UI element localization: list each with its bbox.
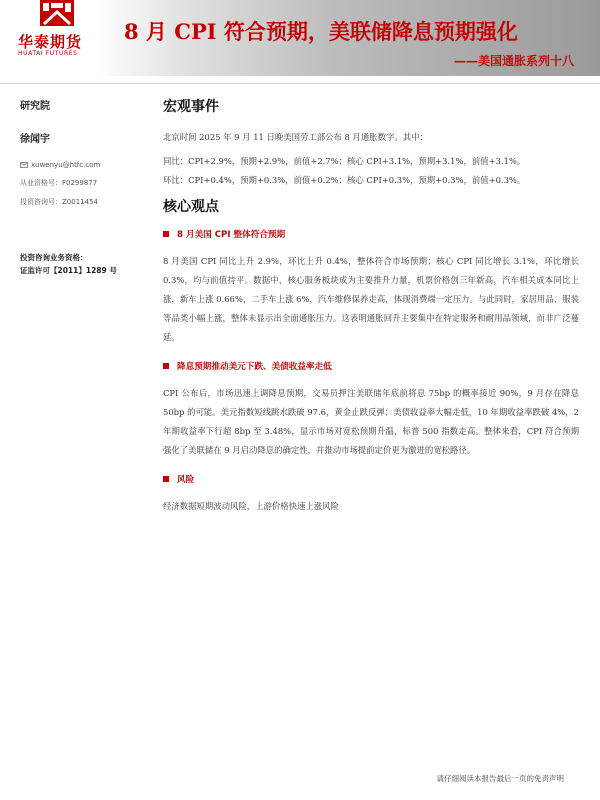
main-content xyxy=(163,96,579,516)
report-subtitle: ——美国通胀系列十八 xyxy=(453,54,574,68)
paragraph-rates: CPI 公布后，市场迅速上调降息预期，交易员押注美联储年底前将息 75bp 的概率接近 90%，9 月存在降息 50bp 的可能。美元指数短线跳水跌破 97.6，黄金止跌反弹；美债收益率大幅走低，10 年期收益率跌破 4%，2 年期收益率下行超 8bp 至 3.48%，显示市场对宽松预期升温，标普 500 指数走高。整体来看，CPI 符合预期强化了美联储在 9 月启动降息的确定性，并推动市场提前定价更为激进的宽松路径。 xyxy=(163,388,579,455)
report-header xyxy=(0,0,600,76)
license-line-2: 证监许可【2011】1289 号 xyxy=(20,266,117,275)
paragraph-risk: 经济数据短期波动风险，上游价格快速上涨风险 xyxy=(163,501,339,511)
analyst-name: 徐闻宇 xyxy=(20,134,50,145)
paragraph-cpi: 8 月美国 CPI 同比上升 2.9%，环比上升 0.4%，整体符合市场预期；核心 CPI 同比增长 3.1%，环比增长 0.3%，均与前值持平。数据中，核心服务板块成为主要推升力量，机票价格创三年新高，汽车相关成本同比上涨，新车上涨 0.66%，二手车上涨 6%，汽车维修保养走高，体现消费端一定压力。与此同时，家居用品、服装等品类小幅上涨，整体未显示出全面通胀压力。这表明通胀回升主要集中在特定服务和耐用品领域，而非广泛蔓延。 xyxy=(163,256,579,342)
disclaimer-note: 请仔细阅读本报告最后一页的免责声明 xyxy=(436,774,564,783)
mail-icon xyxy=(20,162,28,168)
subheading-rates-text: 降息预期推动美元下跌、美债收益率走低 xyxy=(177,362,332,372)
macro-intro: 北京时间 2025 年 9 月 11 日晚美国劳工部公布 8 月通胀数字。其中： xyxy=(163,132,428,142)
qualification-number: 从业资格号：F0299877 xyxy=(20,179,98,187)
subheading-cpi-text: 8 月美国 CPI 整体符合预期 xyxy=(177,230,286,240)
header-divider xyxy=(0,83,600,84)
macro-yoy: 同比：CPI+2.9%，预期+2.9%，前值+2.7%；核心 CPI+3.1%，预期+3.1%，前值+3.1%。 xyxy=(163,156,526,166)
section-title-core: 核心观点 xyxy=(163,199,219,215)
license-line-1: 投资咨询业务资格： xyxy=(20,253,88,262)
subheading-risk xyxy=(163,473,579,485)
analyst-email[interactable]: xuwenyu@htfc.com xyxy=(31,161,101,169)
department: 研究院 xyxy=(20,101,50,112)
logo-english: HUATAI FUTURES xyxy=(18,50,78,57)
bullet-square-icon xyxy=(163,476,169,482)
subheading-risk-text: 风险 xyxy=(177,475,195,485)
sidebar xyxy=(20,97,150,275)
subheading-rates xyxy=(163,360,579,372)
license-block xyxy=(20,251,117,277)
consult-number: 投资咨询号：Z0011454 xyxy=(20,198,98,206)
huatai-logo-icon xyxy=(32,0,82,30)
logo-chinese: 华泰期货 xyxy=(18,33,83,51)
macro-mom: 环比：CPI+0.4%，预期+0.3%，前值+0.2%；核心 CPI+0.3%，预期+0.3%，前值+0.3%。 xyxy=(163,175,526,185)
section-title-macro: 宏观事件 xyxy=(163,99,219,115)
bullet-square-icon xyxy=(163,363,169,369)
report-title: 8 月 CPI 符合预期，美联储降息预期强化 xyxy=(124,19,518,44)
analyst-email-row xyxy=(20,161,150,169)
bullet-square-icon xyxy=(163,231,169,237)
subheading-cpi xyxy=(163,228,579,240)
